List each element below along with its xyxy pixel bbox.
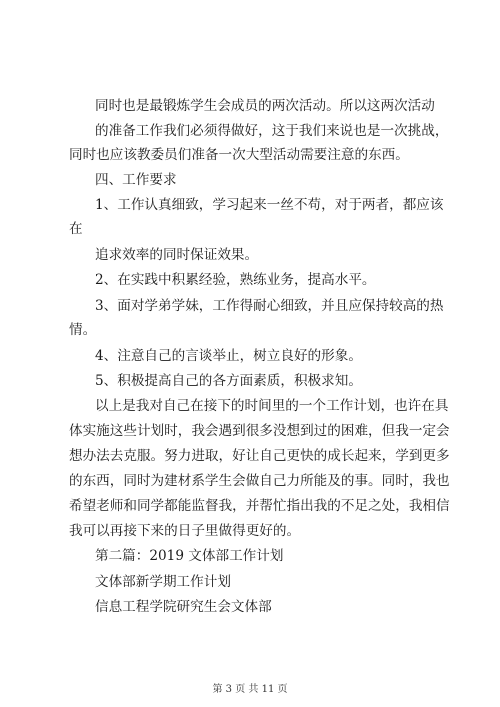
paragraph-line: 以上是我对自己在接下的时间里的一个工作计划，也许在具	[95, 398, 449, 414]
section-heading: 四、工作要求	[95, 172, 177, 188]
paragraph-line: 希望老师和同学都能监督我，并帮忙指出我的不足之处，我相信	[69, 498, 450, 514]
list-item-continuation: 情。	[69, 322, 97, 338]
list-item: 5、积极提高自己的各方面素质，积极求知。	[95, 373, 362, 389]
list-item: 3、面对学弟学妹，工作得耐心细致，并且应保持较高的热	[95, 298, 444, 314]
paragraph-line: 同时也应该教委员们准备一次大型活动需要注意的东西。	[69, 147, 409, 163]
paragraph-line: 我可以再接下来的日子里做得更好的。	[69, 523, 301, 539]
list-item-continuation: 追求效率的同时保证效果。	[95, 247, 259, 263]
paragraph-line: 同时也是最锻炼学生会成员的两次活动。所以这两次活动	[95, 98, 435, 114]
paragraph-line: 的准备工作我们必须得做好，这于我们来说也是一次挑战，	[95, 123, 449, 139]
section-title: 第二篇：2019 文体部工作计划	[95, 548, 284, 564]
paragraph-line: 想办法去克服。努力进取，好让自己更快的成长起来，学到更多	[69, 448, 450, 464]
subtitle: 信息工程学院研究生会文体部	[95, 599, 272, 615]
paragraph-line: 的东西，同时为建材系学生会做自己力所能及的事。同时，我也	[69, 473, 450, 489]
list-item: 1、工作认真细致，学习起来一丝不苟，对于两者，都应该	[95, 197, 444, 213]
page-footer: 第 3 页 共 11 页	[212, 684, 288, 695]
list-item: 4、注意自己的言谈举止，树立良好的形象。	[95, 348, 362, 364]
subtitle: 文体部新学期工作计划	[95, 574, 231, 590]
list-item: 2、在实践中积累经验，熟练业务，提高水平。	[95, 272, 376, 288]
paragraph-line: 体实施这些计划时，我会遇到很多没想到过的困难，但我一定会	[69, 423, 450, 439]
list-item-continuation: 在	[69, 221, 83, 237]
